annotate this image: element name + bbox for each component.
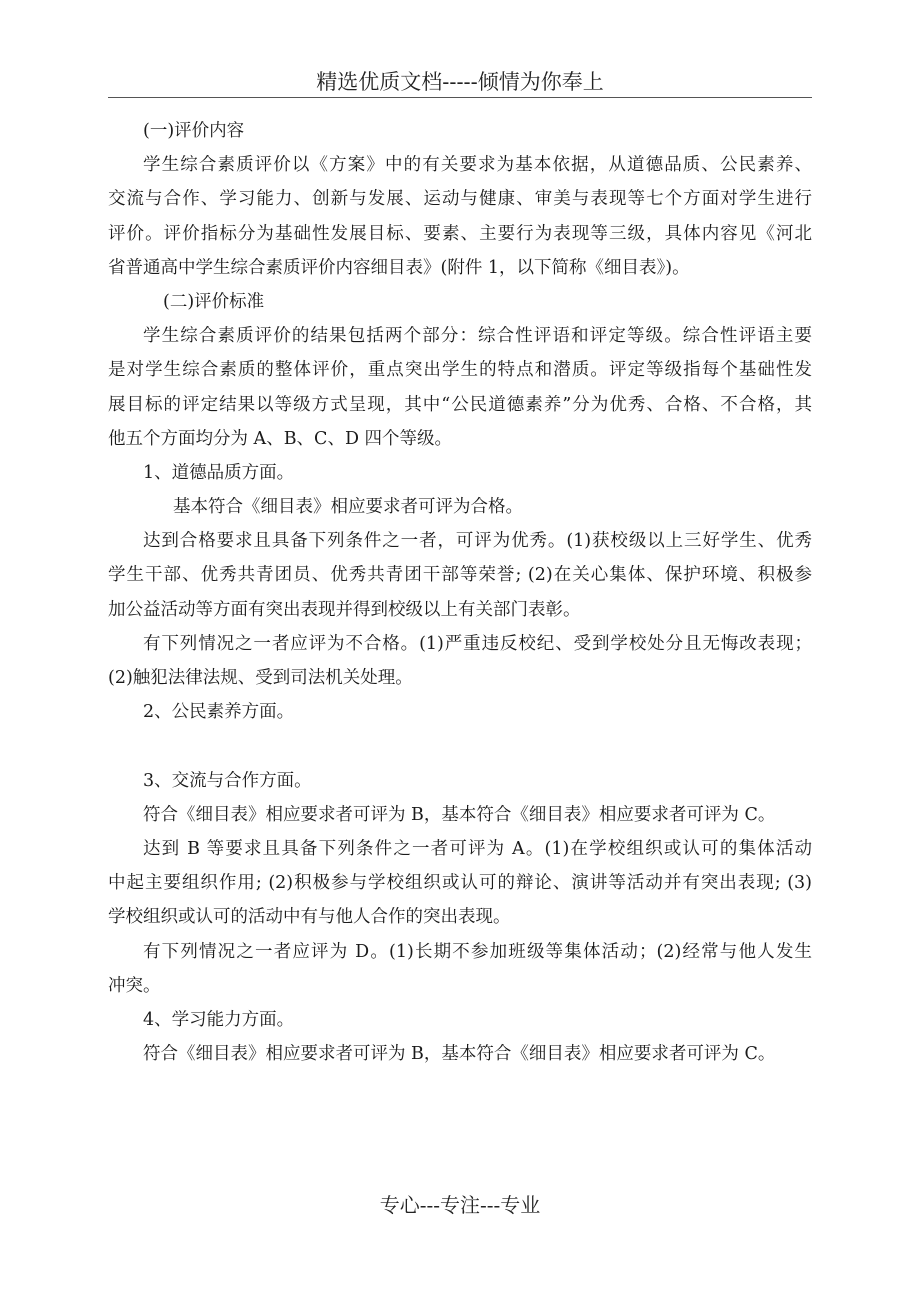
paragraph-line: 中起主要组织作用; (2)积极参与学校组织或认可的辩论、演讲等活动并有突出表现; (3) (108, 873, 812, 894)
page-header: 精选优质文档-----倾情为你奉上 (316, 70, 604, 94)
blank-line (108, 729, 812, 763)
paragraph-line: 学生综合素质评价以《方案》中的有关要求为基本依据，从道德品质、公民素养、 (143, 155, 812, 176)
section-title-moral: 1、道德品质方面。 (143, 462, 295, 483)
paragraph-line: 交流与合作、学习能力、创新与发展、运动与健康、审美与表现等七个方面对学生进行 (108, 189, 812, 210)
paragraph-line: 冲突。 (108, 975, 161, 996)
paragraph-line: 达到合格要求且具备下列条件之一者，可评为优秀。(1)获校级以上三好学生、优秀 (143, 531, 812, 552)
paragraph-line: 有下列情况之一者应评为不合格。(1)严重违反校纪、受到学校处分且无悔改表现； (143, 633, 812, 654)
paragraph-line: 评价。评价指标分为基础性发展目标、要素、主要行为表现等三级，具体内容见《河北 (108, 223, 812, 244)
header-divider (108, 97, 812, 98)
paragraph-line: 他五个方面均分为 A、B、C、D 四个等级。 (108, 428, 453, 449)
paragraph-line: 有下列情况之一者应评为 D。(1)长期不参加班级等集体活动；(2)经常与他人发生 (143, 941, 812, 962)
paragraph-line: 基本符合《细目表》相应要求者可评为合格。 (173, 497, 523, 518)
paragraph-line: 是对学生综合素质的整体评价，重点突出学生的特点和潜质。评定等级指每个基础性发 (108, 360, 812, 381)
paragraph-line: 符合《细目表》相应要求者可评为 B，基本符合《细目表》相应要求者可评为 C。 (143, 804, 776, 825)
paragraph-line: (2)触犯法律法规、受到司法机关处理。 (108, 668, 413, 688)
document-body (108, 114, 812, 1071)
paragraph-line: 学生干部、优秀共青团员、优秀共青团干部等荣誉; (2)在关心集体、保护环境、积极参 (108, 565, 812, 586)
section-title-civic: 2、公民素养方面。 (143, 702, 295, 723)
paragraph-line: 省普通高中学生综合素质评价内容细目表》(附件 1，以下简称《细目表》)。 (108, 257, 690, 278)
paragraph-line: 学校组织或认可的活动中有与他人合作的突出表现。 (108, 907, 511, 928)
heading-evaluation-content: (一)评价内容 (143, 121, 245, 141)
paragraph-line: 加公益活动等方面有突出表现并得到校级以上有关部门表彰。 (108, 599, 581, 620)
paragraph-line: 符合《细目表》相应要求者可评为 B，基本符合《细目表》相应要求者可评为 C。 (143, 1044, 776, 1065)
section-title-learning: 4、学习能力方面。 (143, 1009, 295, 1030)
paragraph-line: 展目标的评定结果以等级方式呈现，其中“公民道德素养”分为优秀、合格、不合格，其 (108, 394, 812, 415)
page-footer: 专心---专注---专业 (379, 1193, 541, 1217)
heading-evaluation-standard: (二)评价标准 (163, 291, 265, 312)
section-title-communication: 3、交流与合作方面。 (143, 770, 312, 791)
paragraph-line: 学生综合素质评价的结果包括两个部分：综合性评语和评定等级。综合性评语主要 (143, 326, 812, 347)
paragraph-line: 达到 B 等要求且具备下列条件之一者可评为 A。(1)在学校组织或认可的集体活动 (143, 838, 812, 859)
